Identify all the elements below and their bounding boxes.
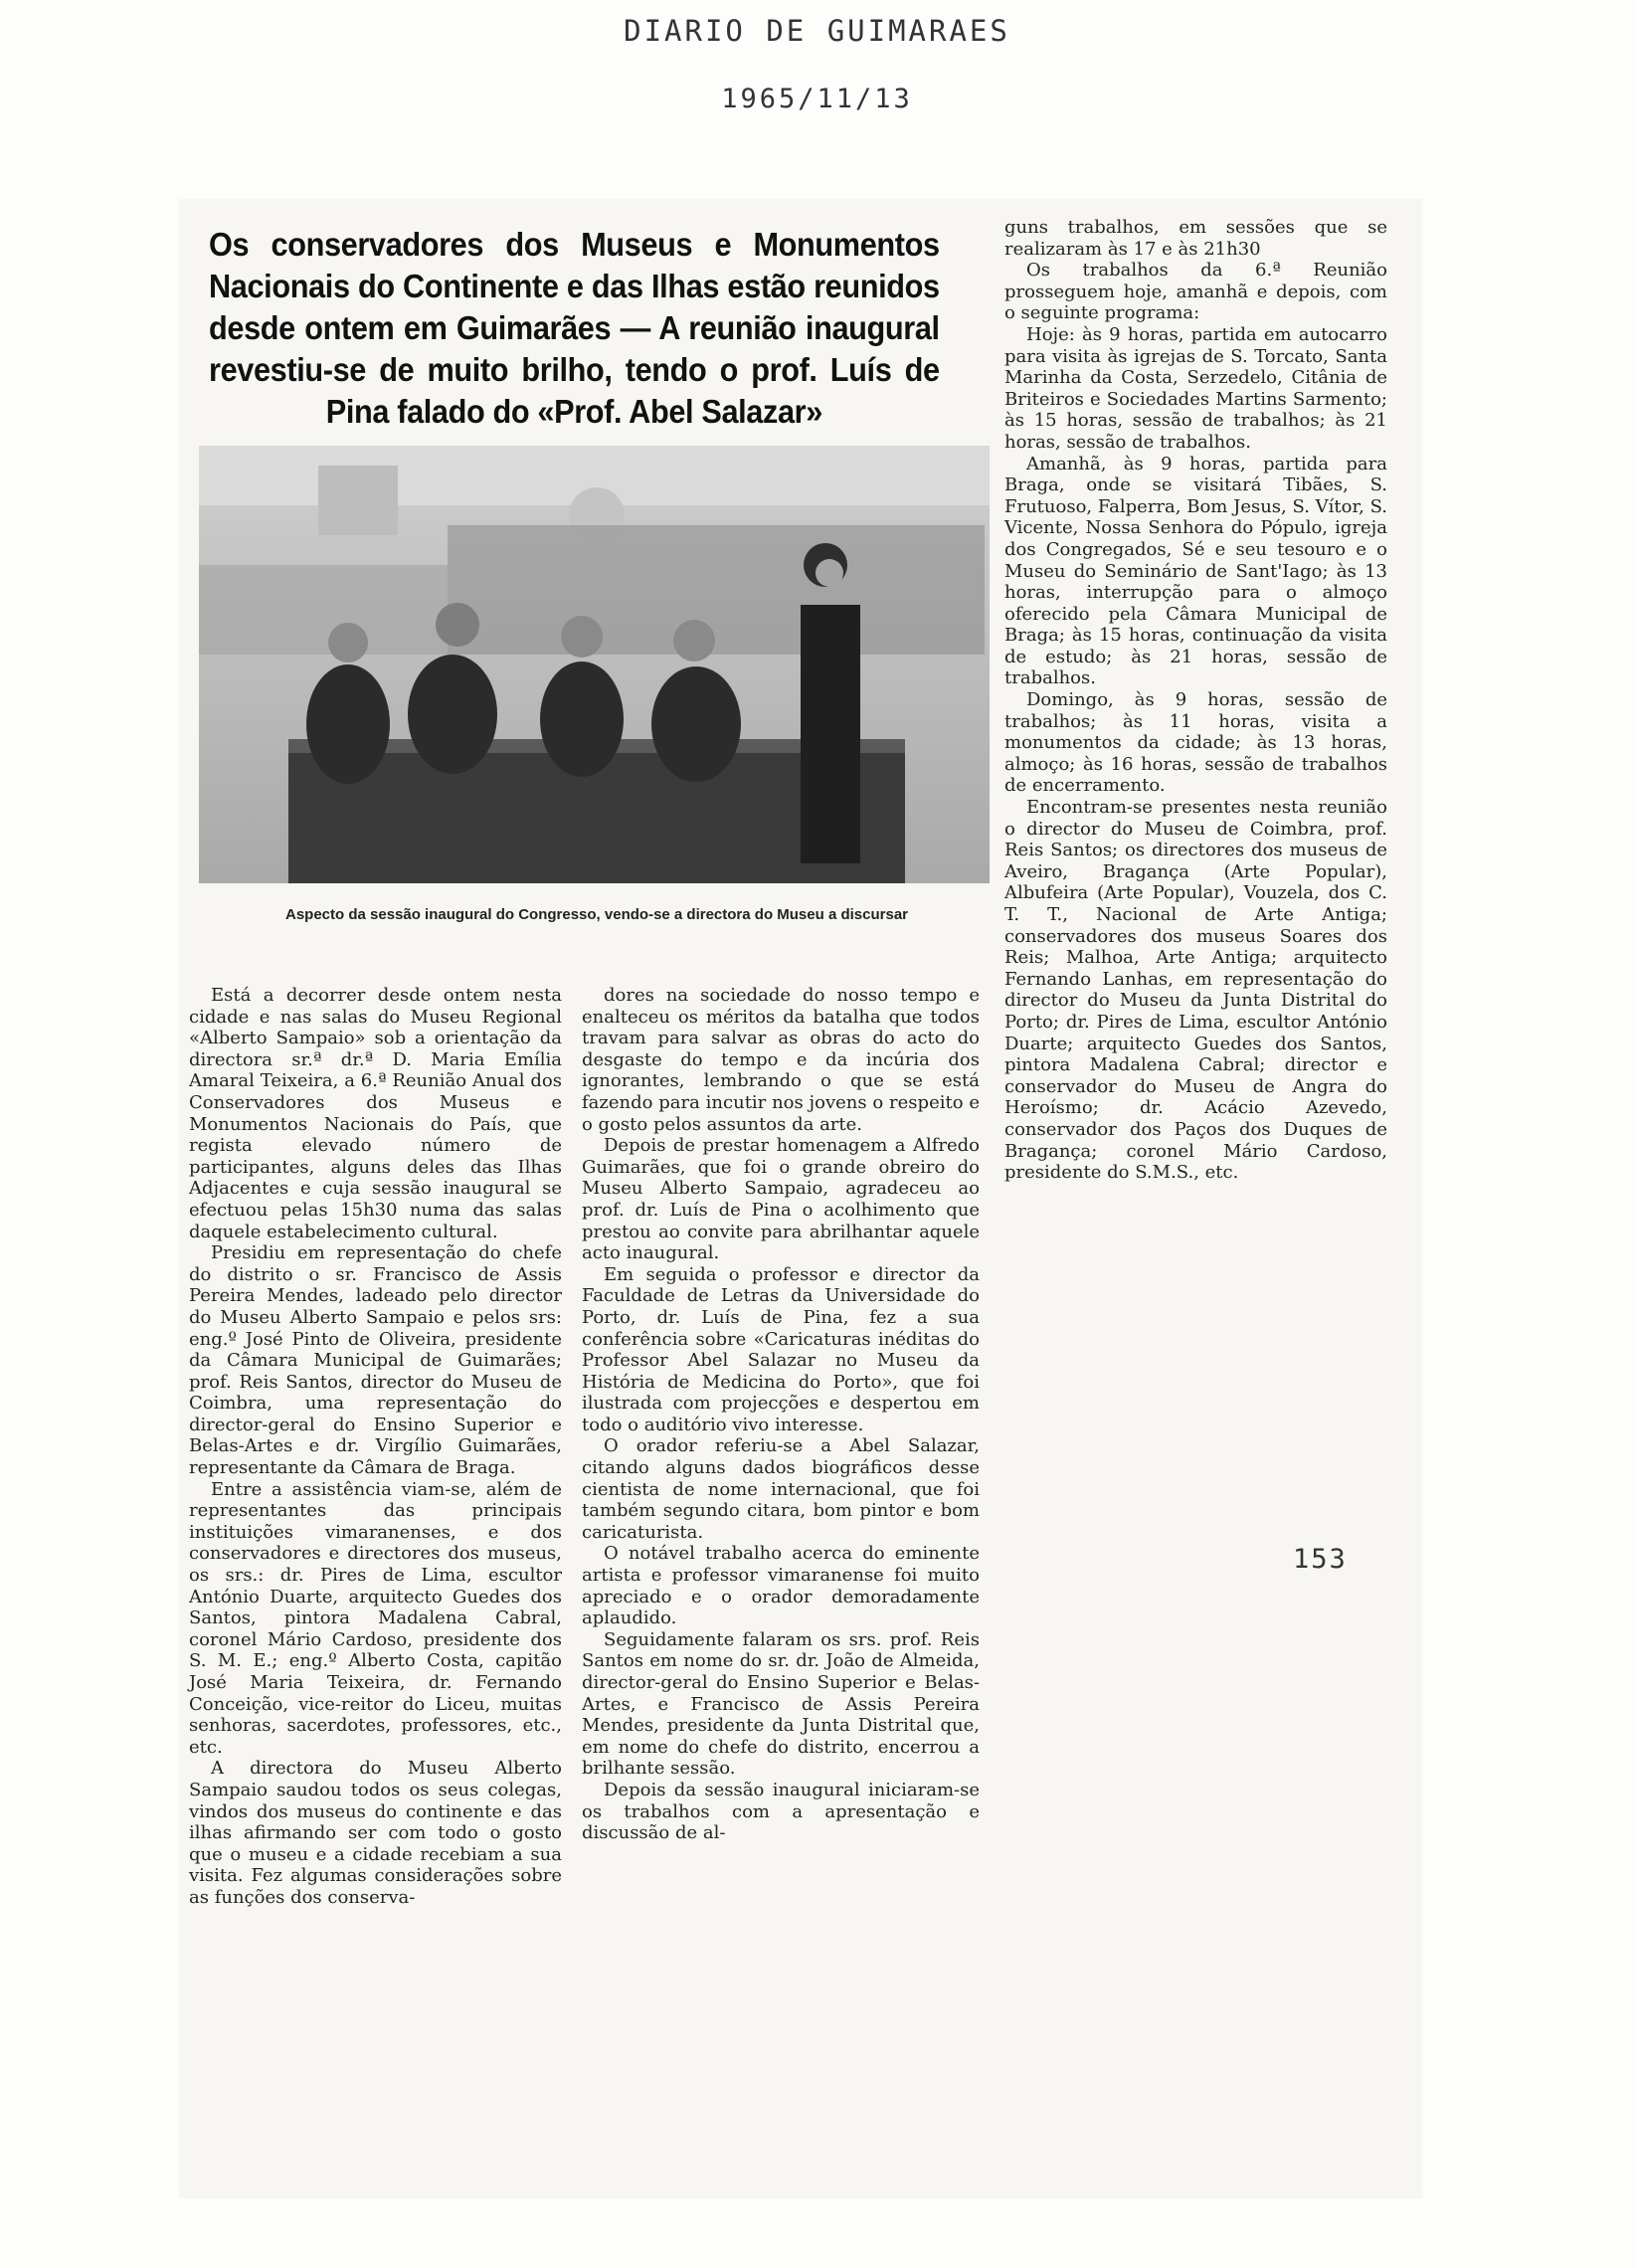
newspaper-clipping: [179, 199, 1422, 2198]
session-photo: [199, 446, 990, 883]
paragraph: O orador referiu-se a Abel Salazar, citando alguns dados biográficos desse cientista de nome internacional, que foi também segundo citara, bom pintor e bom caricaturista.: [582, 1435, 980, 1543]
paragraph: Entre a assistência viam-se, além de representantes das principais instituições vimaranenses, e dos conservadores e directores dos museus, os srs.: dr. Pires de Lima, escultor António Duarte, arquitecto Guedes dos Santos, pintora Madalena Cabral, coronel Mário Cardoso, presidente dos S. M. E.; eng.º Alberto Costa, capitão José Maria Teixeira, dr. Fernando Conceição, vice-reitor do Liceu, muitas senhoras, sacerdotes, professores, etc., etc.: [189, 1478, 562, 1758]
paragraph: A directora do Museu Alberto Sampaio saudou todos os seus colegas, vindos dos museus do continente e das ilhas afirmando ser com todo o gosto que o museu e a cidade recebiam a sua visita. Fez algumas considerações sobre as funções dos conserva-: [189, 1758, 562, 1908]
paragraph: Hoje: às 9 horas, partida em autocarro para visita às igrejas de S. Torcato, Santa Marinha da Costa, Serzedelo, Citânia de Briteiros e Sociedades Martins Sarmento; às 15 horas, sessão de trabalhos; às 21 horas, sessão de trabalhos.: [1004, 323, 1387, 453]
paragraph: Está a decorrer desde ontem nesta cidade e nas salas do Museu Regional «Alberto Sampaio» sob a orientação da directora sr.ª dr.ª D. Maria Emília Amaral Teixeira, a 6.ª Reunião Anual dos Conservadores dos Museus e Monumentos Nacionais do País, que regista elevado número de participantes, alguns deles das Ilhas Adjacentes e cuja sessão inaugural se efectuou pelas 15h30 numa das salas daquele estabelecimento cultural.: [189, 985, 562, 1242]
session-photo-illustration: [199, 446, 990, 883]
paragraph: guns trabalhos, em sessões que se realizaram às 17 e às 21h30: [1004, 217, 1387, 260]
paragraph: Amanhã, às 9 horas, partida para Braga, onde se visitará Tibães, S. Frutuoso, Falperra, Bom Jesus, S. Vítor, S. Vicente, Nossa Senhora do Pópulo, igreja dos Congregados, Sé e seu tesouro e o Museu do Seminário de Sant'Iago; às 13 horas, interrupção para o almoço oferecido pela Câmara Municipal de Braga; às 15 horas, continuação da visita de estudo; às 21 horas, sessão de trabalhos.: [1004, 453, 1387, 689]
article-column-1: [189, 985, 562, 1909]
photo-caption: Aspecto da sessão inaugural do Congresso, vendo-se a directora do Museu a discursar: [284, 906, 908, 923]
article-headline: Os conservadores dos Museus e Monumentos Nacionais do Continente e das Ilhas estão reunidos desde ontem em Guimarães — A reunião inaugural revestiu-se de muito brilho, tendo o prof. Luís de Pina falado do «Prof. Abel Salazar»: [209, 226, 940, 430]
paragraph: O notável trabalho acerca do eminente artista e professor vimaranense foi muito apreciado e o orador demoradamente aplaudido.: [582, 1543, 980, 1629]
page-number: 153: [1293, 1544, 1348, 1575]
paragraph: Em seguida o professor e director da Faculdade de Letras da Universidade do Porto, dr. Luís de Pina, fez a sua conferência sobre «Caricaturas inéditas do Professor Abel Salazar no Museu da História de Medicina do Porto», que foi ilustrada com projecções e despertou em todo o auditório vivo interesse.: [582, 1263, 980, 1435]
paragraph: dores na sociedade do nosso tempo e enalteceu os méritos da batalha que todos travam para salvar as obras do acto do desgaste do tempo e da incúria dos ignorantes, lembrando o que se está fazendo para incutir nos jovens o respeito e o gosto pelos assuntos da arte.: [582, 985, 980, 1135]
paragraph: Depois de prestar homenagem a Alfredo Guimarães, que foi o grande obreiro do Museu Alberto Sampaio, agradeceu ao prof. dr. Luís de Pina o acolhimento que prestou ao convite para abrilhantar aquele acto inaugural.: [582, 1135, 980, 1264]
article-column-2: [582, 985, 980, 1844]
paragraph: Presidiu em representação do chefe do distrito o sr. Francisco de Assis Pereira Mendes, ladeado pelo director do Museu Alberto Sampaio e pelos srs: eng.º José Pinto de Oliveira, presidente da Câmara Municipal de Guimarães; prof. Reis Santos, director do Museu de Coimbra, uma representação do director-geral do Ensino Superior e Belas-Artes e dr. Virgílio Guimarães, representante da Câmara de Braga.: [189, 1242, 562, 1479]
paragraph: Os trabalhos da 6.ª Reunião prosseguem hoje, amanhã e depois, com o seguinte programa:: [1004, 260, 1387, 324]
paragraph: Encontram-se presentes nesta reunião o director do Museu de Coimbra, prof. Reis Santos; os directores dos museus de Aveiro, Bragança (Arte Popular), Albufeira (Arte Popular), Vouzela, dos C. T. T., Nacional de Arte Antiga; conservadores dos museus Soares dos Reis; Malhoa, Arte Antiga; arquitecto Fernando Lanhas, em representação do director do Museu da Junta Distrital do Porto; dr. Pires de Lima, escultor António Duarte; arquitecto Guedes dos Santos, pintora Madalena Cabral; director e conservador do Museu de Angra do Heroísmo; dr. Acácio Azevedo, conservador dos Paços dos Duques de Bragança; coronel Mário Cardoso, presidente do S.M.S., etc.: [1004, 797, 1387, 1184]
publication-date: 1965/11/13: [721, 84, 913, 114]
paragraph: Seguidamente falaram os srs. prof. Reis Santos em nome do sr. dr. João de Almeida, director-geral do Ensino Superior e Belas-Artes, e Francisco de Assis Pereira Mendes, presidente da Junta Distrital que, em nome do chefe do distrito, encerrou a brilhante sessão.: [582, 1628, 980, 1780]
article-column-3: [1004, 217, 1387, 1184]
newspaper-name: DIARIO DE GUIMARAES: [624, 14, 1010, 48]
paragraph: Depois da sessão inaugural iniciaram-se os trabalhos com a apresentação e discussão de al-: [582, 1779, 980, 1844]
paragraph: Domingo, às 9 horas, sessão de trabalhos; às 11 horas, visita a monumentos da cidade; às 13 horas, almoço; às 16 horas, sessão de trabalhos de encerramento.: [1004, 689, 1387, 797]
